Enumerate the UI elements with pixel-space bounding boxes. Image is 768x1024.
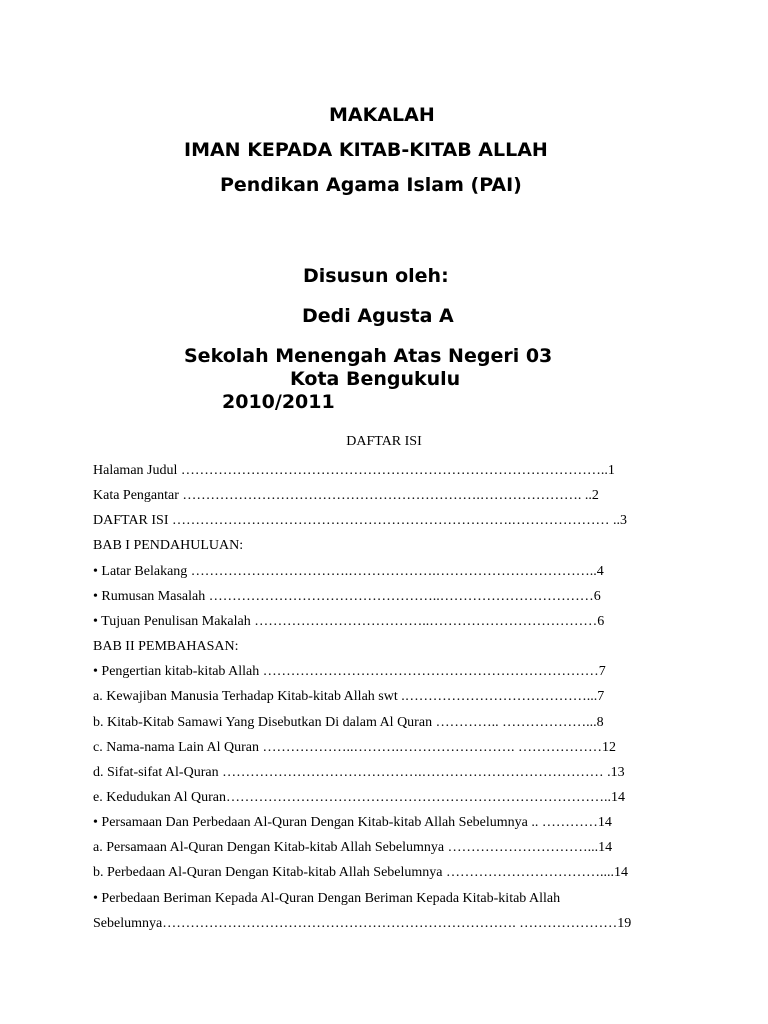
toc-line: e. Kedudukan Al Quran………………………………………………………………………..14 bbox=[93, 790, 625, 805]
toc-line: DAFTAR ISI ……………………………………………………………….………………… ..3 bbox=[93, 513, 627, 528]
author-name: Dedi Agusta A bbox=[302, 305, 454, 327]
toc-line: • Rumusan Masalah …………………………………………..……………………………6 bbox=[93, 589, 601, 604]
school-name-line1: Sekolah Menengah Atas Negeri 03 bbox=[184, 345, 553, 367]
toc-line: b. Perbedaan Al-Quran Dengan Kitab-kitab Allah Sebelumnya ……………………………....14 bbox=[93, 865, 629, 880]
cover-subtitle: IMAN KEPADA KITAB-KITAB ALLAH bbox=[184, 139, 548, 161]
cover-title: MAKALAH bbox=[329, 104, 435, 126]
cover-course: Pendikan Agama Islam (PAI) bbox=[220, 174, 522, 196]
toc-line: • Pengertian kitab-kitab Allah ………………………………………………………………7 bbox=[93, 664, 606, 679]
toc-line: • Perbedaan Beriman Kepada Al-Quran Dengan Beriman Kepada Kitab-kitab Allah bbox=[93, 891, 561, 906]
toc-title: DAFTAR ISI bbox=[346, 434, 422, 449]
toc-line: a. Kewajiban Manusia Terhadap Kitab-kitab Allah swt .…………………………………...7 bbox=[93, 689, 605, 704]
toc-line: • Persamaan Dan Perbedaan Al-Quran Dengan Kitab-kitab Allah Sebelumnya .. …………14 bbox=[93, 815, 612, 830]
toc-line: c. Nama-nama Lain Al Quran ………………..……….……………………. ………………12 bbox=[93, 740, 616, 755]
toc-line: b. Kitab-Kitab Samawi Yang Disebutkan Di dalam Al Quran ………….. ………………...8 bbox=[93, 715, 604, 730]
toc-line: a. Persamaan Al-Quran Dengan Kitab-kitab Allah Sebelumnya …………………………...14 bbox=[93, 840, 613, 855]
toc-line: BAB II PEMBAHASAN: bbox=[93, 639, 239, 654]
toc-line: • Tujuan Penulisan Makalah ………………………………..………………………………6 bbox=[93, 614, 605, 629]
toc-line: Kata Pengantar ……………………………………………………….…………………. ..2 bbox=[93, 488, 599, 503]
prepared-by-label: Disusun oleh: bbox=[303, 265, 449, 287]
school-name-line2: Kota Bengukulu bbox=[290, 368, 461, 390]
toc-line: BAB I PENDAHULUAN: bbox=[93, 538, 244, 553]
toc-line: Halaman Judul ………………………………………………………………………………..1 bbox=[93, 463, 615, 478]
toc-line: d. Sifat-sifat Al-Quran …………………………………….………………………………… .13 bbox=[93, 765, 625, 780]
toc-line: • Latar Belakang …………………………….……………….……………………………..4 bbox=[93, 564, 604, 579]
toc-line: Sebelumnya…………………………………………………………………. …………………19 bbox=[93, 916, 632, 931]
academic-year: 2010/2011 bbox=[222, 391, 335, 413]
